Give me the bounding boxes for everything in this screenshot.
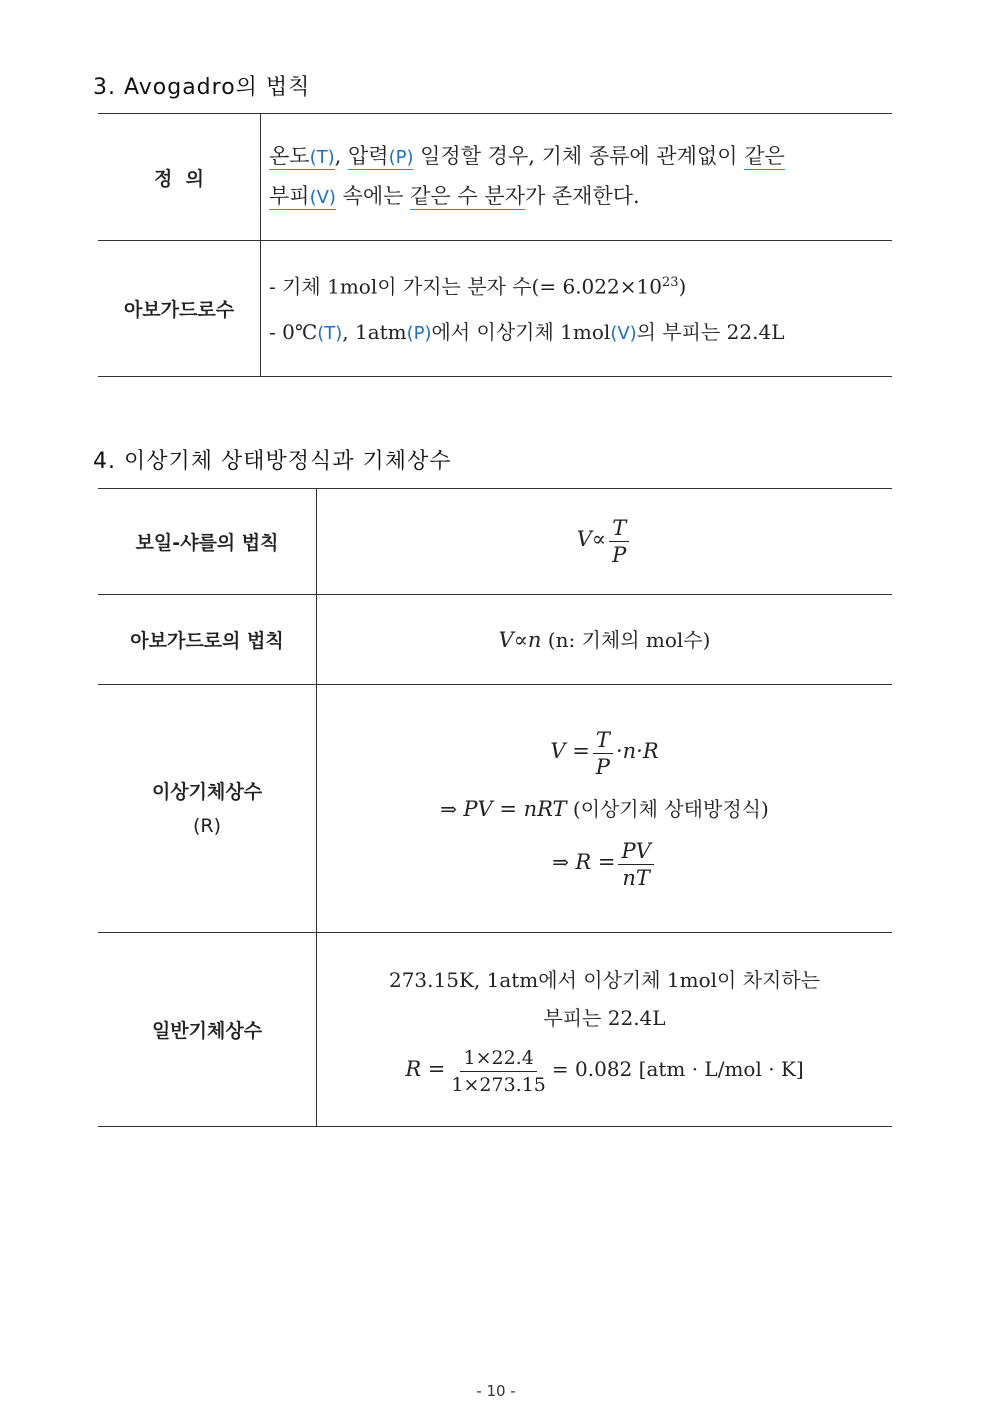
avogadro-number-line-2: - 0℃(T), 1atm(P)에서 이상기체 1mol(V)의 부피는 22.4L bbox=[269, 320, 785, 345]
section-4-title: 4. 이상기체 상태방정식과 기체상수 bbox=[93, 449, 452, 474]
ideal-gas-constant-label: 이상기체상수 (R) bbox=[98, 685, 317, 933]
term-same-molecules: 같은 수 분자 bbox=[410, 184, 525, 208]
boyle-charles-label: 보일-샤를의 법칙 bbox=[98, 489, 317, 595]
ideal-gas-constant-row bbox=[98, 685, 892, 933]
definition-row bbox=[98, 114, 892, 241]
ideal-gas-eq-3: ⇒ R = $\frac{PV}{nT}$ bbox=[317, 838, 892, 891]
term-temperature: 온도(T) bbox=[269, 144, 335, 168]
general-gas-line-1: 273.15K, 1atm에서 이상기체 1mol이 차지하는 bbox=[388, 968, 820, 992]
ideal-gas-constant-formulas bbox=[317, 685, 893, 933]
term-same: 같은 bbox=[744, 144, 785, 168]
avogadro-number-content bbox=[261, 241, 893, 377]
page-number: - 10 - bbox=[476, 1382, 516, 1400]
section-3-title: 3. Avogadro의 법칙 bbox=[93, 75, 311, 100]
ideal-gas-eq-2: ⇒ PV = nRT (이상기체 상태방정식) bbox=[440, 796, 769, 821]
boyle-charles-formula: V∝ $\frac{T}{P}$ bbox=[317, 489, 893, 595]
avogadro-law-formula: V∝n (n: 기체의 mol수) bbox=[317, 595, 893, 685]
avogadro-number-line-1: - 기체 1mol이 가지는 분자 수(= $6.022\times 10^{23}$) bbox=[269, 274, 687, 299]
general-gas-constant-row bbox=[98, 933, 892, 1127]
definition-label: 정 의 bbox=[98, 114, 261, 241]
general-gas-constant-label: 일반기체상수 bbox=[98, 933, 317, 1127]
general-gas-line-2: 부피는 22.4L bbox=[543, 1006, 666, 1030]
boyle-charles-row bbox=[98, 489, 892, 595]
avogadro-number-label: 아보가드로수 bbox=[98, 241, 261, 377]
ideal-gas-eq-1: V = $\frac{T}{P}$ ·n·R bbox=[550, 727, 659, 779]
avogadro-law-label: 아보가드로의 법칙 bbox=[98, 595, 317, 685]
ideal-gas-table bbox=[98, 488, 892, 1127]
term-pressure: 압력(P) bbox=[347, 144, 414, 168]
term-volume: 부피(V) bbox=[269, 184, 336, 208]
avogadro-number-row bbox=[98, 241, 892, 377]
definition-content: 온도(T), 압력(P) 일정할 경우, 기체 종류에 관계없이 같은 부피(V) 속에는 같은 수 분자가 존재한다. bbox=[261, 114, 893, 241]
avogadro-law-row bbox=[98, 595, 892, 685]
general-gas-eq: R = $\frac{1\times 22.4}{1\times 273.15}$ = 0.082 [atm · L/mol · K] bbox=[405, 1047, 804, 1096]
general-gas-constant-content bbox=[317, 933, 893, 1127]
avogadro-law-table bbox=[98, 113, 892, 377]
